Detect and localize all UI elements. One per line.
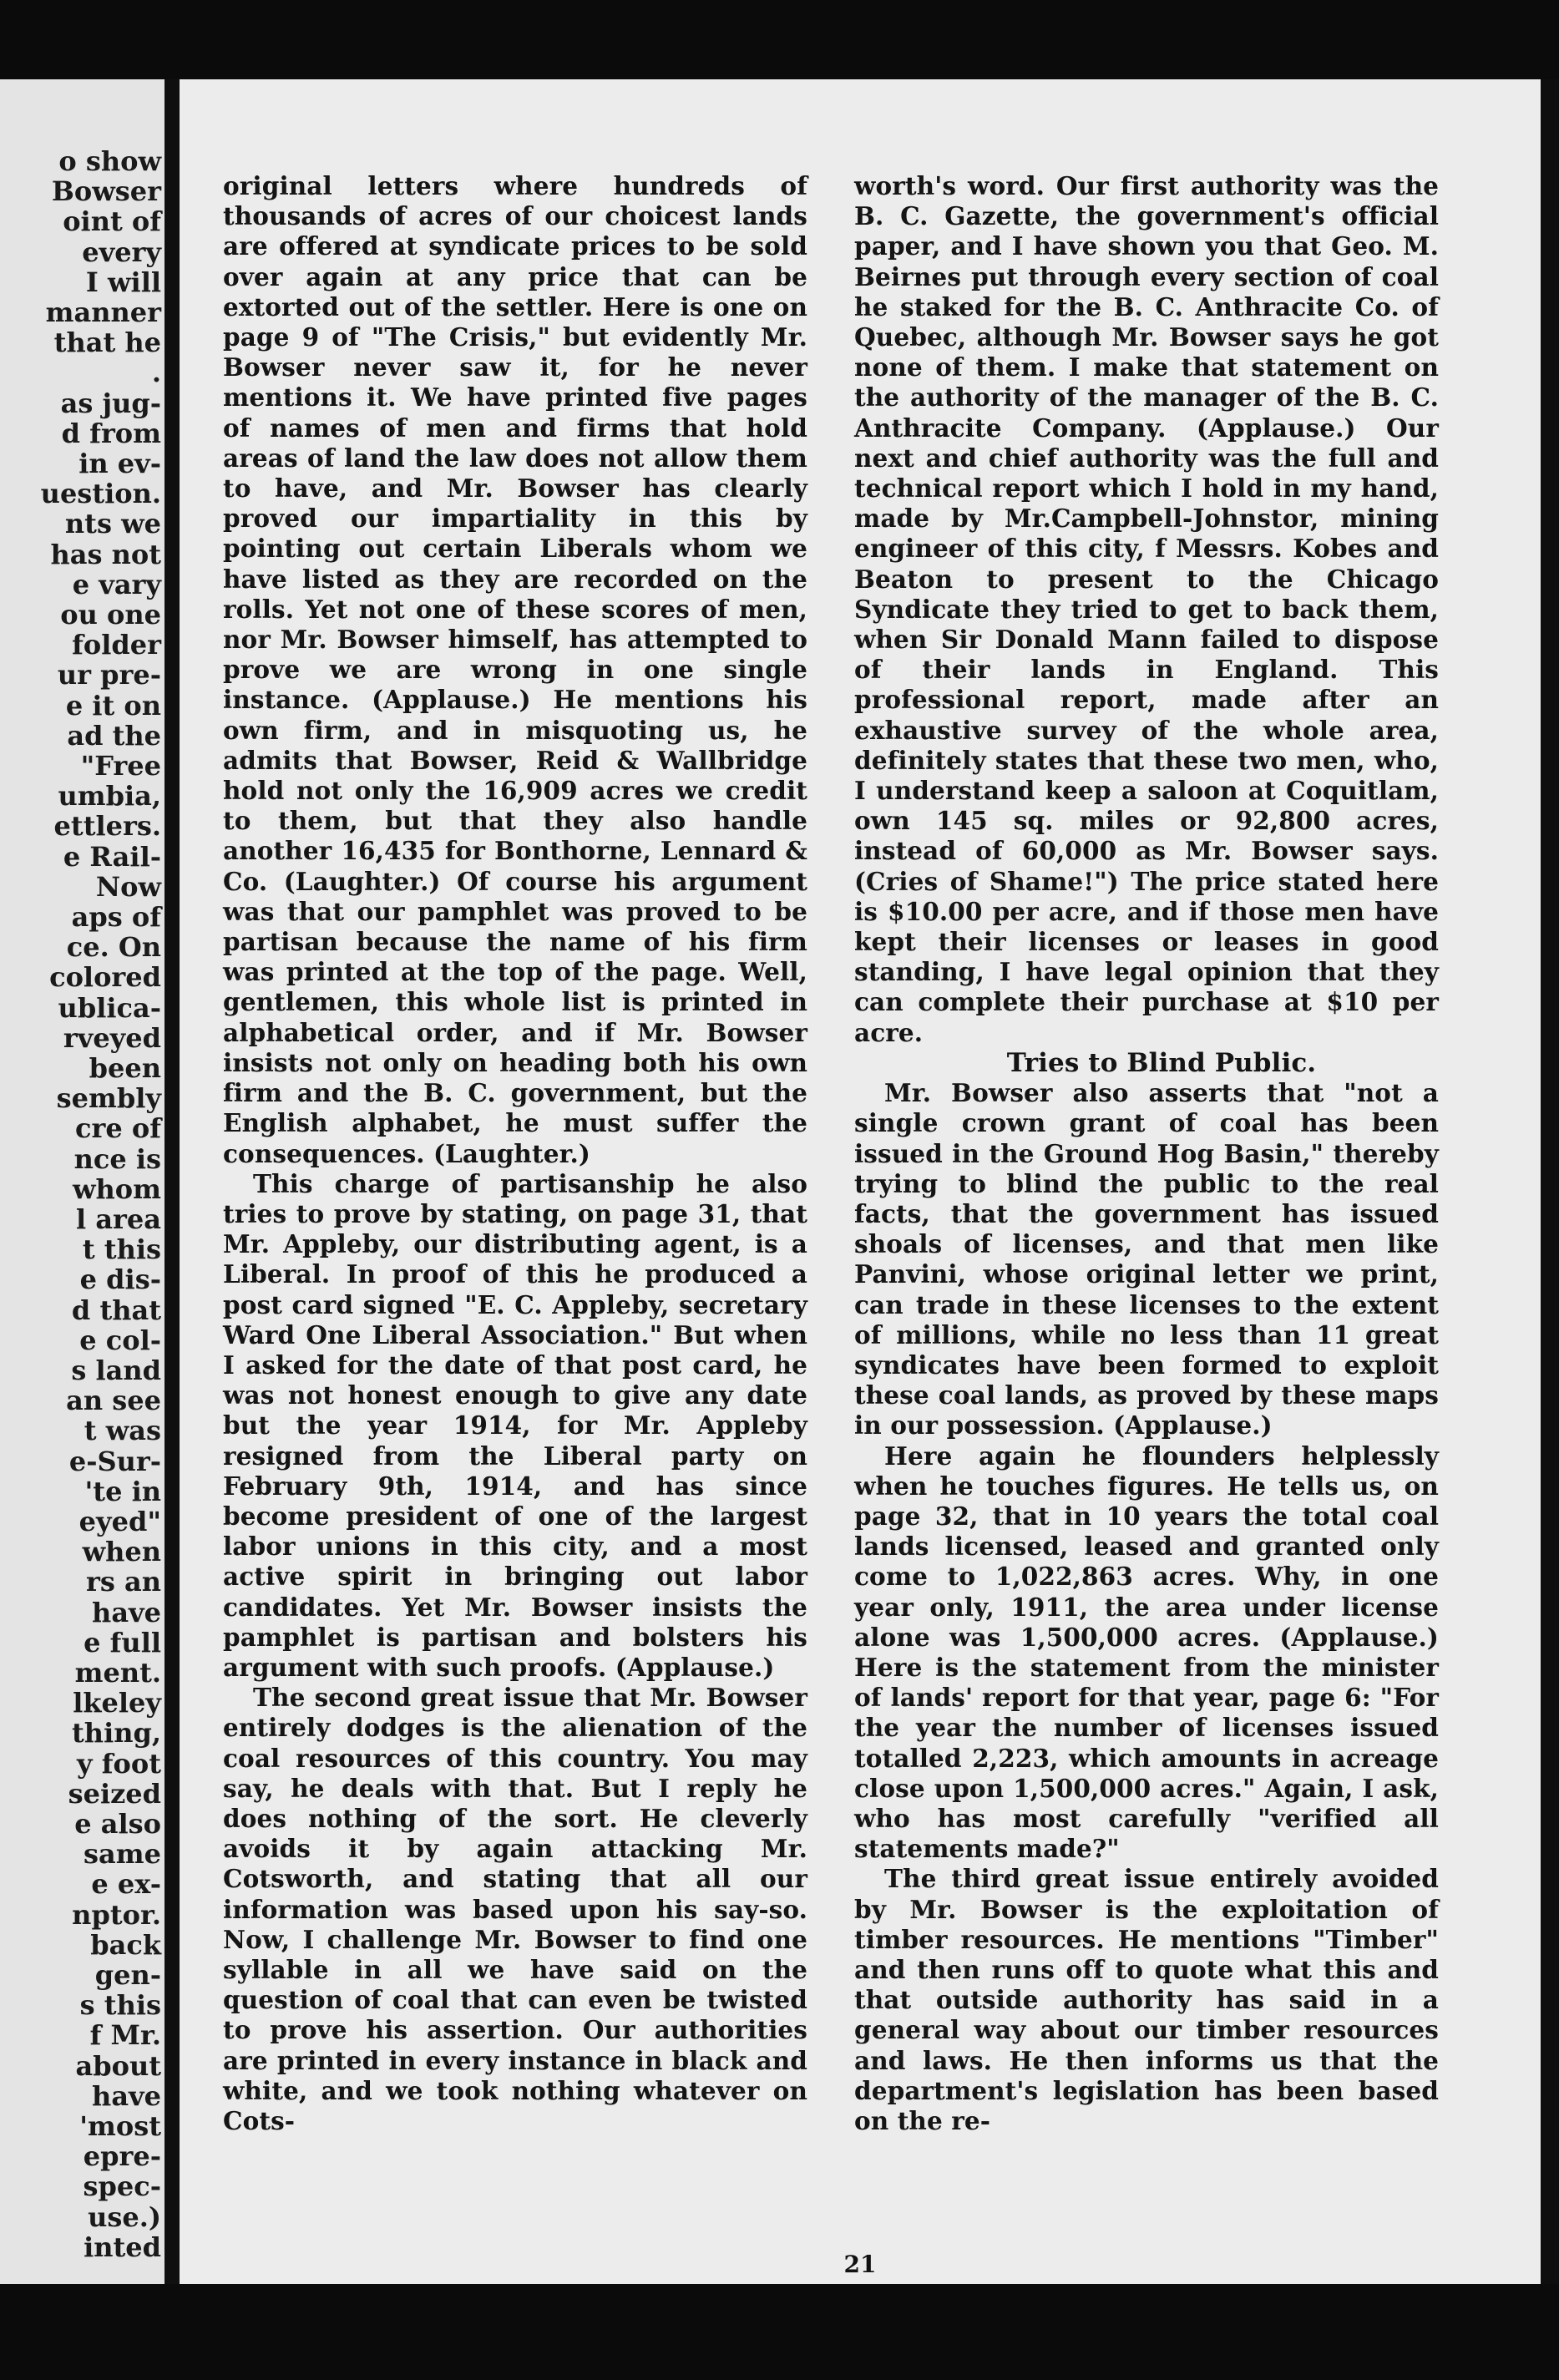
margin-fragment: thing, — [72, 1717, 161, 1750]
margin-fragment: aps of — [71, 901, 161, 933]
margin-fragment: colored — [49, 961, 161, 994]
margin-fragment: e col- — [79, 1324, 161, 1356]
text-column-right — [854, 171, 1439, 2136]
margin-fragment: ment. — [74, 1657, 161, 1689]
margin-fragment: y foot — [77, 1747, 161, 1780]
margin-fragment: d that — [71, 1294, 161, 1326]
paragraph — [854, 1864, 1439, 2136]
margin-fragment: every — [82, 235, 161, 268]
margin-fragment: about — [75, 2049, 161, 2082]
document-page — [180, 79, 1541, 2284]
margin-fragment: 'te in — [84, 1475, 161, 1507]
margin-fragment: back — [90, 1928, 161, 1961]
margin-fragment: umbia, — [58, 780, 161, 813]
margin-fragment: have — [92, 1596, 161, 1628]
margin-fragment: e it on — [65, 689, 161, 722]
margin-fragment: . — [151, 357, 161, 389]
paragraph: original letters where hundreds of thousands of acres of our choicest lands are offered at syndicate prices to be sold over again at any price that can be extorted out of the settler. Here is one on page 9 of "The Crisis," but evidently Mr. Bowser never saw it, for he never mentions it. We have printed five pages of names of men and firms that hold areas of land the law does not allow them to have, and Mr. Bowser has clearly proved our impartiality in this by pointing out certain Liberals whom we have listed as they are recorded on the rolls. Yet not one of these scores of men, nor Mr. Bowser himself, has attempted to prove we are wrong in one single instance. (Applause.) He mentions his own firm, and in misquoting us, he admits that Bowser, Reid & Wallbridge hold not only the 16,909 acres we credit to them, but that they also handle another 16,435 for Bonthorne, Lennard & Co. (Laughter.) Of course his argument was that our pamphlet was proved to be partisan because the name of his firm was printed at the top of the page. Well, gentlemen, this whole list is printed in alphabetical order, and if Mr. Bowser insists not only on heading both his own firm and the B. C. government, but the English alphabet, he must suffer the consequences. (Laughter.) — [223, 171, 807, 1168]
margin-fragment: e dis- — [79, 1263, 161, 1296]
margin-fragment: e-Sur- — [68, 1445, 161, 1477]
margin-fragment: d from — [61, 417, 161, 449]
margin-fragment: gen- — [94, 1959, 161, 1991]
margin-fragment: o show — [58, 145, 161, 177]
margin-fragment: f Mr. — [89, 2019, 161, 2052]
paragraph: Mr. Bowser also asserts that "not a single crown grant of coal has been issued in the Ground Hog Basin," thereby trying to blind the public to the real facts, that the government has issued shoals of licenses, and that men like Panvini, whose original letter we print, can trade in these licenses to the extent of millions, while no less than 11 great syndicates have been formed to exploit these coal lands, as proved by these maps in our possession. (Applause.) — [854, 1078, 1439, 1441]
scan-right-border — [1541, 79, 1559, 2284]
margin-fragment: ublica- — [58, 991, 161, 1024]
margin-fragment: s land — [71, 1355, 161, 1386]
scan-bottom-border — [0, 2284, 1559, 2380]
emphasized-lead: The second great issue that Mr. Bowser entirely dodges — [223, 1683, 807, 1743]
margin-fragment: eyed" — [78, 1506, 161, 1537]
scan-top-border — [0, 0, 1559, 79]
margin-fragment: epre- — [83, 2140, 161, 2173]
margin-fragment: same — [84, 1838, 161, 1871]
margin-fragment: rveyed — [63, 1021, 161, 1054]
margin-fragment: when — [82, 1536, 161, 1568]
margin-fragment: e Rail- — [63, 840, 161, 873]
emphasized-lead: The third great issue entirely avoided by Mr. Bowser is the exploitation of timber resources. — [854, 1864, 1439, 1954]
margin-fragment: inted — [84, 2231, 161, 2263]
margin-fragment: l area — [76, 1203, 161, 1235]
paragraph: This charge of partisanship he also tries to prove by stating, on page 31, that Mr. Appleby, our distributing agent, is a Liberal. In proof of this he produced a post card signed "E. C. Appleby, secretary Ward One Liberal Association." But when I asked for the date of that post card, he was not honest enough to give any date but the year 1914, for Mr. Appleby resigned from the Liberal party on February 9th, 1914, and has since become president of one of the largest labor unions in this city, and a most active spirit in bringing out labor candidates. Yet Mr. Bowser insists the pamphlet is partisan and bolsters his argument with such proofs. (Applause.) — [223, 1168, 807, 1682]
margin-fragment: "Free — [80, 750, 161, 782]
margin-fragment: sembly — [56, 1082, 161, 1115]
margin-fragment: uestion. — [40, 478, 161, 510]
margin-fragment: manner — [45, 296, 161, 328]
margin-fragment: I will — [85, 266, 161, 298]
margin-fragment: nptor. — [72, 1898, 161, 1931]
margin-fragment: use.) — [88, 2200, 161, 2233]
section-heading: Tries to Blind Public. — [1006, 1047, 1317, 1078]
margin-fragment: that he — [53, 327, 161, 359]
margin-fragment: nts we — [64, 508, 161, 540]
margin-fragment: seized — [68, 1777, 161, 1810]
margin-fragment: 'most — [79, 2110, 161, 2142]
margin-fragment: s this — [79, 1989, 161, 2022]
margin-fragment: whom — [72, 1172, 161, 1205]
margin-fragment: lkeley — [73, 1687, 161, 1719]
margin-fragment: oint of — [63, 205, 161, 238]
margin-fragment: e also — [74, 1808, 161, 1840]
margin-fragment: in ev- — [78, 448, 161, 479]
margin-fragment: ce. On — [66, 931, 161, 964]
page-gutter — [165, 79, 180, 2284]
margin-fragment: cre of — [75, 1112, 161, 1145]
margin-fragment: rs an — [85, 1566, 161, 1598]
margin-fragment: e ex- — [91, 1868, 161, 1901]
paragraph-text: He mentions "Timber" and then runs off to quote what this and that outside authority has said in a general way about our timber resources and laws. He then informs us that the department's legislation has been based on the re- — [854, 1924, 1439, 2135]
margin-fragment: e full — [84, 1626, 161, 1658]
margin-fragment: as jug- — [60, 387, 161, 419]
text-column-left — [223, 171, 807, 2136]
page-number: 21 — [843, 2251, 877, 2278]
margin-fragment: spec- — [83, 2170, 161, 2203]
margin-fragment: t this — [82, 1233, 161, 1266]
paragraph-text: is the alienation of the coal resources of this country. You may say, he deals with that. But I reply he does nothing of the sort. He cleverly avoids it by again attacking Mr. Cotsworth, and stating that all our information was based upon his say-so. Now, I challenge Mr. Bowser to find one syllable in all we have said on the question of coal that can even be twisted to prove his assertion. Our authorities are printed in every instance in black and white, and we took nothing whatever on Cots- — [223, 1713, 807, 2135]
margin-fragment: t was — [84, 1415, 161, 1447]
margin-fragment: Bowser — [51, 175, 161, 208]
margin-fragment: ur pre- — [57, 659, 161, 691]
margin-fragment: folder — [72, 629, 161, 661]
margin-fragment: an see — [66, 1385, 161, 1417]
margin-fragment: have — [92, 2079, 161, 2112]
margin-fragment: ou one — [60, 599, 161, 630]
margin-fragment: ad the — [67, 719, 161, 752]
margin-fragment: has not — [50, 538, 161, 570]
paragraph — [223, 1683, 807, 2136]
margin-fragment: ettlers. — [53, 810, 161, 843]
paragraph: Here again he flounders helplessly when he touches figures. He tells us, on page 32, that in 10 years the total coal lands licensed, leased and granted only come to 1,022,863 acres. Why, in one year only, 1911, the area under license alone was 1,500,000 acres. (Applause.) Here is the statement from the minister of lands' report for that year, page 6: "For the year the number of licenses issued totalled 2,223, which amounts in acreage close upon 1,500,000 acres." Again, I ask, who has most carefully "verified all statements made?" — [854, 1441, 1439, 1864]
paragraph: worth's word. Our first authority was the B. C. Gazette, the government's official paper, and I have shown you that Geo. M. Beirnes put through every section of coal he staked for the B. C. Anthracite Co. of Quebec, although Mr. Bowser says he got none of them. I make that statement on the authority of the manager of the B. C. Anthracite Company. (Applause.) Our next and chief authority was the full and technical report which I hold in my hand, made by Mr.Campbell-Johnstor, mining engineer of this city, f Messrs. Kobes and Beaton to present to the Chicago Syndicate they tried to get to back them, when Sir Donald Mann failed to dispose of their lands in England. This professional report, made after an exhaustive survey of the whole area, definitely states that these two men, who, I understand keep a saloon at Coquitlam, own 145 sq. miles or 92,800 acres, instead of 60,000 as Mr. Bowser says. (Cries of Shame!") The price stated here is $10.00 per acre, and if those men have kept their licenses or leases in good standing, I have legal opinion that they can complete their purchase at $10 per acre. — [854, 171, 1439, 1047]
margin-fragment: been — [89, 1052, 161, 1084]
margin-fragment: Now — [95, 870, 161, 903]
adjacent-page-sliver — [0, 79, 165, 2284]
margin-fragment: nce is — [73, 1142, 161, 1175]
margin-fragment: e vary — [72, 568, 161, 600]
